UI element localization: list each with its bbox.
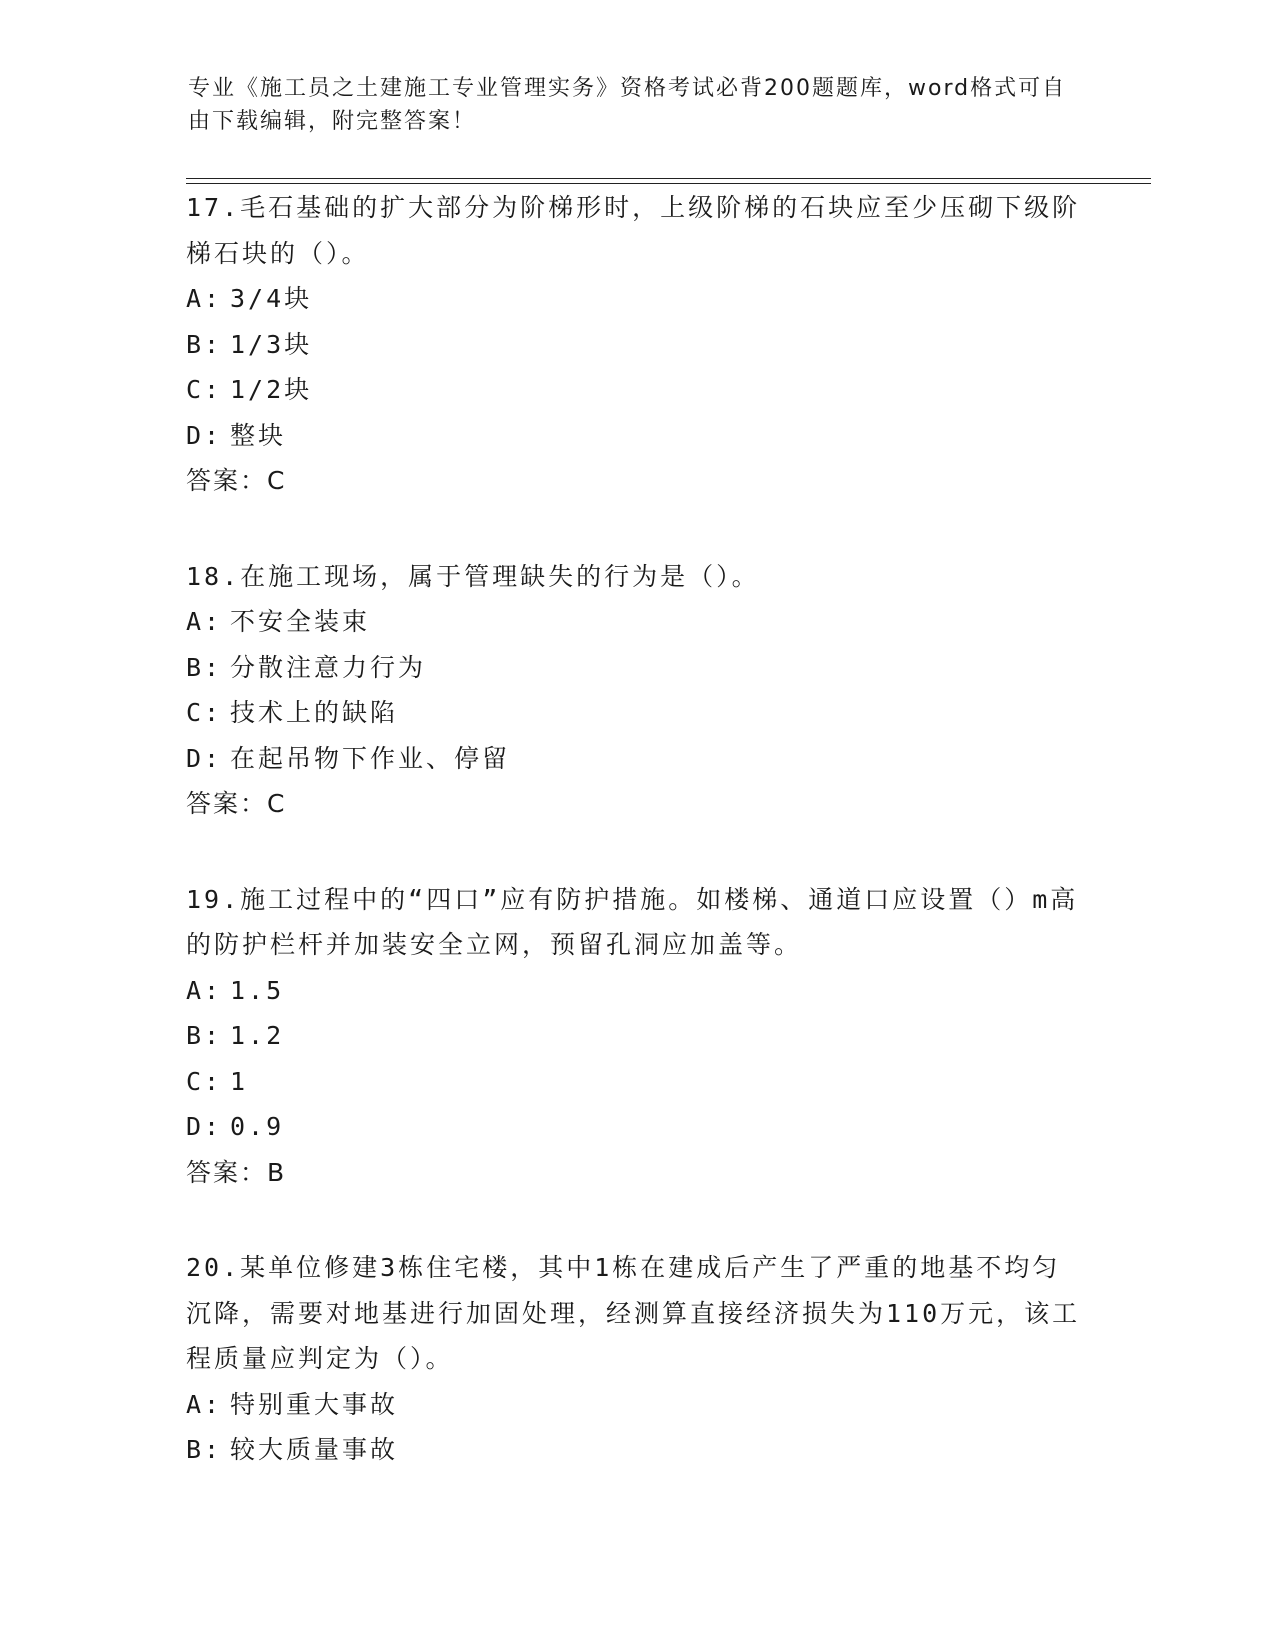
option-text: 不安全装束	[230, 607, 371, 636]
option-letter: A:	[186, 607, 223, 636]
option-b	[186, 322, 1086, 368]
option-letter: B:	[186, 1021, 223, 1050]
option-a	[186, 1382, 1086, 1428]
option-letter: D:	[186, 743, 223, 773]
option-letter: C:	[186, 1066, 223, 1096]
header-divider-line-second	[186, 183, 1151, 184]
option-text: 1	[230, 1066, 249, 1096]
question-stem: 17.毛石基础的扩大部分为阶梯形时，上级阶梯的石块应至少压砌下级阶梯石块的（）。	[186, 193, 1081, 268]
question-19	[186, 877, 1086, 1196]
option-letter: B:	[186, 652, 223, 682]
option-letter: D:	[186, 420, 223, 450]
question-stem: 18.在施工现场，属于管理缺失的行为是（）。	[186, 561, 760, 591]
option-text: 在起吊物下作业、停留	[230, 743, 511, 773]
option-text: 1/2块	[230, 375, 313, 404]
option-letter: A:	[186, 975, 223, 1005]
option-c	[186, 367, 1086, 413]
option-text: 1.5	[230, 975, 285, 1005]
option-d	[186, 413, 1086, 459]
document-header: 专业《施工员之土建施工专业管理实务》资格考试必背200题题库，word格式可自由下载编辑，附完整答案！	[188, 76, 1067, 134]
option-letter: A:	[186, 284, 223, 313]
option-text: 特别重大事故	[230, 1389, 399, 1419]
option-c	[186, 690, 1086, 736]
option-b	[186, 1013, 1086, 1059]
option-letter: B:	[186, 1435, 223, 1464]
question-20	[186, 1245, 1086, 1473]
option-text: 1.2	[230, 1021, 285, 1050]
option-a	[186, 599, 1086, 645]
option-letter: C:	[186, 375, 223, 404]
option-text: 分散注意力行为	[230, 652, 427, 682]
option-d	[186, 1104, 1086, 1150]
question-18	[186, 554, 1086, 827]
question-list	[186, 185, 1086, 1473]
option-letter: A:	[186, 1389, 223, 1419]
option-text: 0.9	[230, 1112, 285, 1141]
answer-line: 答案：B	[186, 1157, 287, 1187]
option-b	[186, 1427, 1086, 1473]
option-letter: C:	[186, 698, 223, 727]
option-a	[186, 276, 1086, 322]
option-text: 3/4块	[230, 284, 313, 313]
option-text: 较大质量事故	[230, 1435, 399, 1464]
option-d	[186, 736, 1086, 782]
option-letter: D:	[186, 1112, 223, 1141]
question-17	[186, 185, 1086, 504]
option-text: 技术上的缺陷	[230, 698, 399, 727]
option-text: 1/3块	[230, 329, 313, 359]
option-b	[186, 645, 1086, 691]
option-letter: B:	[186, 329, 223, 359]
header-divider-line	[186, 178, 1151, 179]
question-stem: 19.施工过程中的“四口”应有防护措施。如楼梯、通道口应设置（）m高的防护栏杆并加装安全立网，预留孔洞应加盖等。	[186, 884, 1079, 959]
answer-line: 答案：C	[186, 789, 287, 818]
answer-line: 答案：C	[186, 466, 287, 495]
option-c	[186, 1059, 1086, 1105]
option-text: 整块	[230, 420, 287, 450]
option-a	[186, 968, 1086, 1014]
question-stem: 20.某单位修建3栋住宅楼，其中1栋在建成后产生了严重的地基不均匀沉降，需要对地基进行加固处理，经测算直接经济损失为110万元，该工程质量应判定为（）。	[186, 1253, 1081, 1373]
